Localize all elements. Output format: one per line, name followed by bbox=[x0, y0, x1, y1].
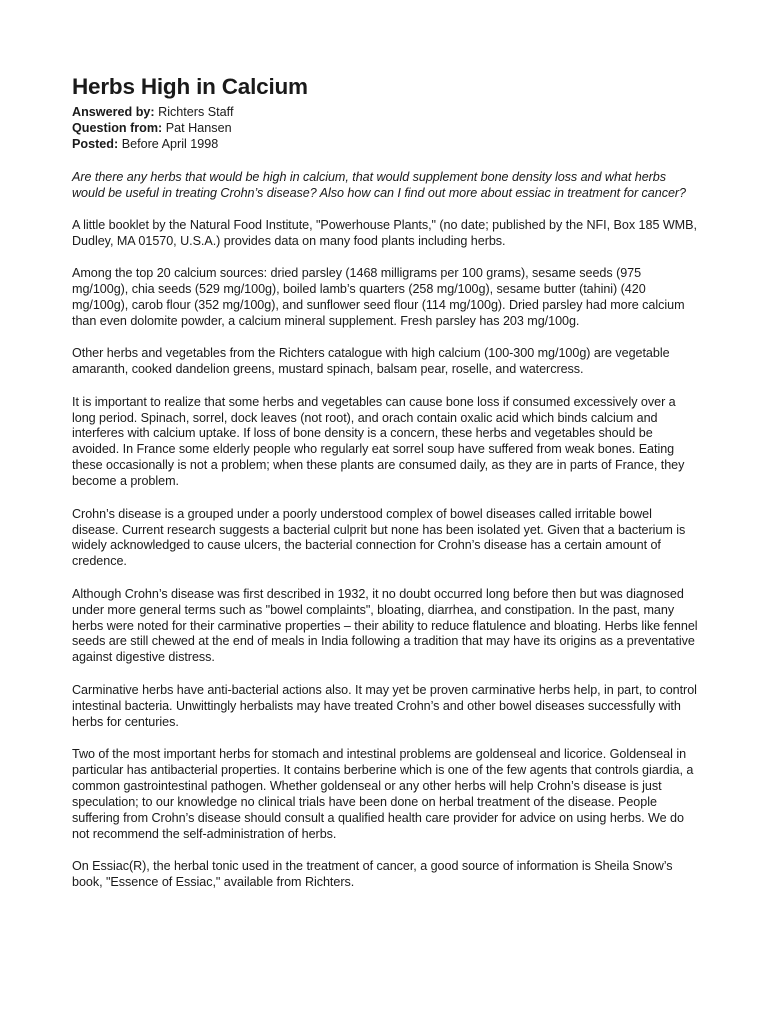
question-from-line bbox=[72, 120, 700, 136]
paragraph-goldenseal: Two of the most important herbs for stomach and intestinal problems are goldenseal and licorice. Goldenseal in particular has antibacterial properties. It contains berberine which is one of the few agents that controls giardia, a common gastrointestinal pathogen. Whether goldenseal or any other herbs will help Crohn’s disease is just speculation; to our knowledge no clinical trials have been done on herbal treatment of the disease. People suffering from Crohn’s disease should consult a qualified health care provider for advice on using herbs. We do not recommend the self-administration of herbs. bbox=[72, 746, 694, 841]
paragraph-essiac: On Essiac(R), the herbal tonic used in the treatment of cancer, a good source of information is Sheila Snow’s book, "Essence of Essiac," available from Richters. bbox=[72, 858, 673, 889]
posted-value: Before April 1998 bbox=[121, 137, 219, 152]
paragraph-carminative: Carminative herbs have anti-bacterial actions also. It may yet be proven carminative herbs help, in part, to control intestinal bacteria. Unwittingly herbalists may have treated Crohn’s and other bowel diseases successfully with herbs for centuries. bbox=[72, 682, 697, 729]
answered-by-value: Richters Staff bbox=[158, 105, 234, 119]
question-from-label: Question from: bbox=[72, 121, 163, 136]
posted-label: Posted: bbox=[72, 137, 119, 152]
page-title: Herbs High in Calcium bbox=[72, 74, 308, 99]
paragraph-booklet: A little booklet by the Natural Food Institute, "Powerhouse Plants," (no date; published by the NFI, Box 185 WMB, Dudley, MA 01570, U.S.A.) provides data on many food plants including herbs. bbox=[72, 217, 697, 248]
paragraph-bone-loss: It is important to realize that some herbs and vegetables can cause bone loss if consumed excessively over a long period. Spinach, sorrel, dock leaves (not root), and orach contain oxalic acid which binds calcium and interferes with calcium uptake. If loss of bone density is a concern, these herbs and vegetables should be avoided. In France some elderly people who regularly eat sorrel soup have suffered from weak bones. Eating these occasionally is not a problem; when these plants are consumed daily, as they are in parts of France, they become a problem. bbox=[72, 394, 685, 489]
question-from-value: Pat Hansen bbox=[165, 121, 232, 136]
posted-line bbox=[72, 136, 700, 152]
answered-by-label: Answered by: bbox=[72, 105, 155, 119]
document-page bbox=[72, 74, 700, 891]
paragraph-crohns-definition: Crohn’s disease is a grouped under a poorly understood complex of bowel diseases called irritable bowel disease. Current research suggests a bacterial culprit but none has been isolated yet. Given that a bacterium is widely acknowledged to cause ulcers, the bacterial connection for Crohn’s disease has a certain amount of credence. bbox=[72, 506, 686, 569]
paragraph-crohns-history: Although Crohn’s disease was first described in 1932, it no doubt occurred long before then but was diagnosed under more general terms such as "bowel complaints", bloating, diarrhea, and constipation. In the past, many herbs were noted for their carminative properties – their ability to reduce flatulence and bloating. Herbs like fennel seeds are still chewed at the end of meals in India following a tradition that may have its origins as a preventative against digestive distress. bbox=[72, 586, 698, 665]
answered-by-line bbox=[72, 104, 700, 120]
question-text: Are there any herbs that would be high in calcium, that would supplement bone density loss and what herbs would be useful in treating Crohn’s disease? Also how can I find out more about essiac in treatment for cancer? bbox=[72, 169, 686, 200]
paragraph-calcium-sources: Among the top 20 calcium sources: dried parsley (1468 milligrams per 100 grams), sesame seeds (975 mg/100g), chia seeds (529 mg/100g), boiled lamb’s quarters (258 mg/100g), sesame butter (tahini) (420 mg/100g), carob flour (352 mg/100g), and sunflower seed flour (114 mg/100g). Dried parsley had more calcium than even dolomite powder, a calcium mineral supplement. Fresh parsley has 203 mg/100g. bbox=[72, 266, 685, 328]
paragraph-other-herbs: Other herbs and vegetables from the Richters catalogue with high calcium (100-300 mg/100g) are vegetable amaranth, cooked dandelion greens, mustard spinach, balsam pear, roselle, and watercress. bbox=[72, 346, 670, 377]
